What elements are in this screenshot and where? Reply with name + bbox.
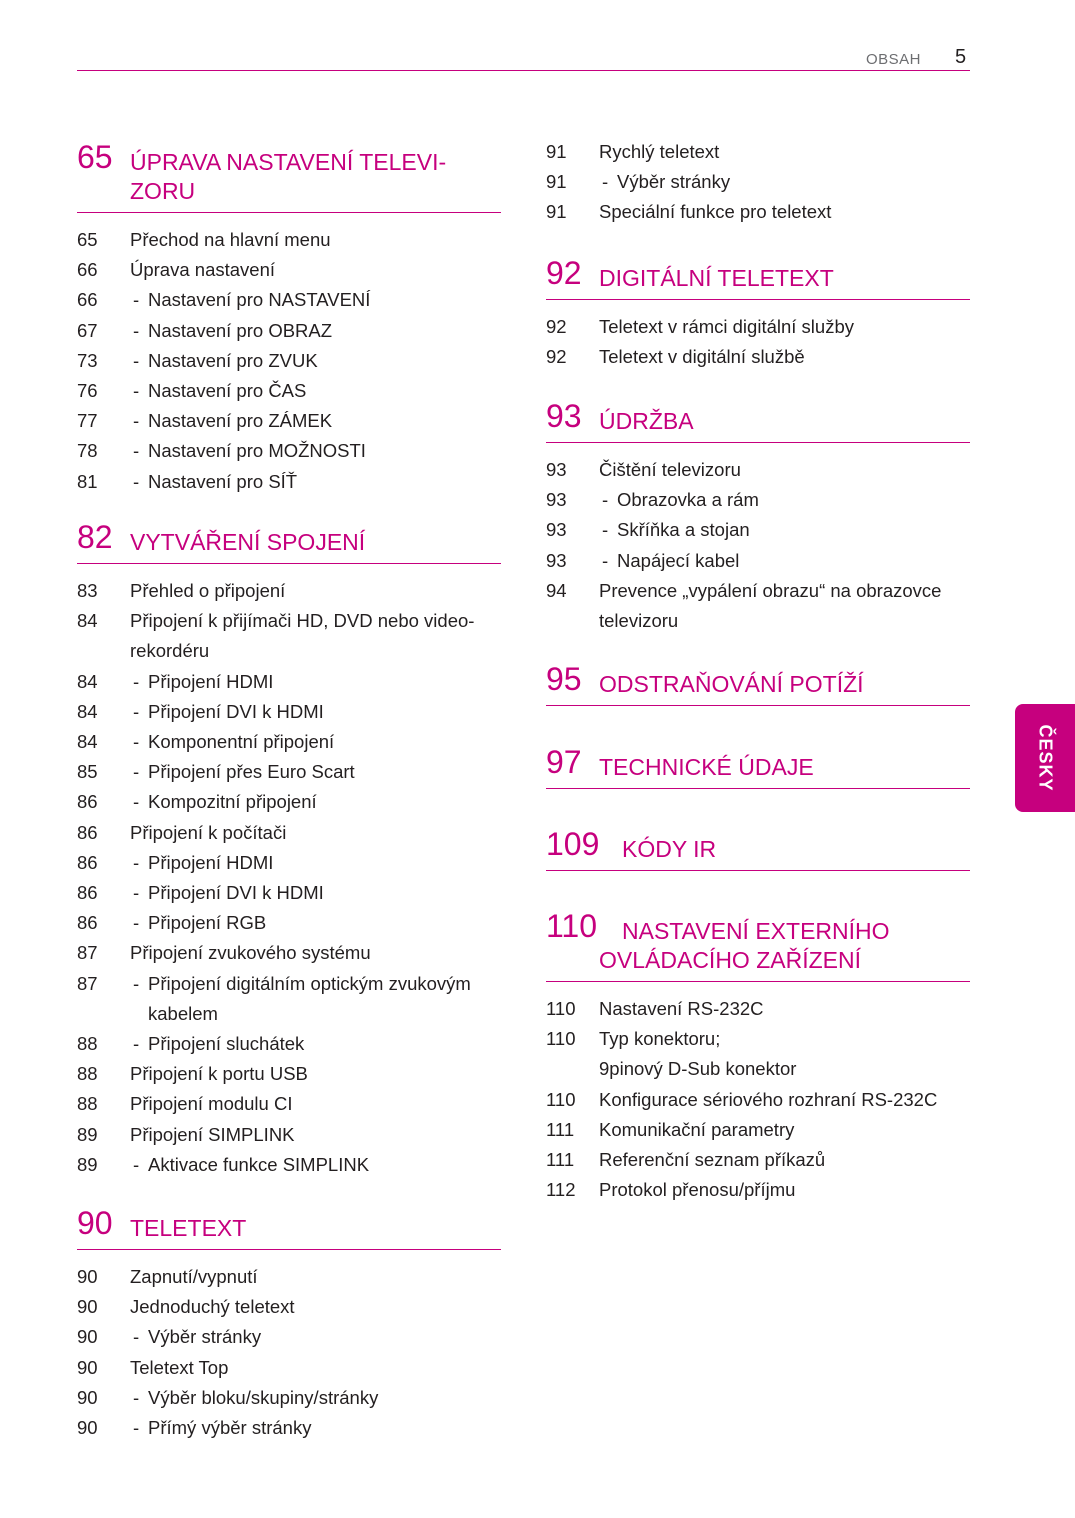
- toc-subentry[interactable]: [77, 346, 501, 376]
- section-title: DIGITÁLNÍ TELETEXT: [599, 265, 834, 291]
- entry-title: Nastavení pro MOŽNOSTI: [148, 440, 366, 462]
- toc-subentry[interactable]: [77, 436, 501, 466]
- entry-page-number: 91: [546, 201, 567, 223]
- entry-title: Výběr stránky: [617, 171, 731, 193]
- section-heading[interactable]: [546, 744, 970, 789]
- entry-dash: -: [133, 470, 140, 492]
- toc-section-82: [77, 519, 501, 1180]
- section-page-number: 93: [546, 398, 582, 434]
- entry-dash: -: [133, 670, 140, 692]
- section-page-number: 92: [546, 255, 582, 291]
- section-page-number: 97: [546, 744, 582, 780]
- section-title: ÚDRŽBA: [599, 408, 694, 434]
- toc-entry[interactable]: [546, 1085, 970, 1115]
- entry-dash: -: [133, 791, 140, 813]
- section-entries: [77, 576, 501, 1180]
- entry-page-number: 86: [77, 821, 98, 843]
- toc-entry[interactable]: [77, 606, 501, 666]
- entry-title: Zapnutí/vypnutí: [130, 1266, 258, 1287]
- section-title: TELETEXT: [130, 1215, 247, 1241]
- entry-title: Protokol přenosu/příjmu: [599, 1179, 796, 1201]
- entry-page-number: 91: [546, 171, 567, 193]
- entry-title: Komponentní připojení: [148, 731, 335, 753]
- entry-page-number: 89: [77, 1153, 98, 1175]
- toc-section-92: [546, 255, 970, 372]
- entry-dash: -: [133, 1033, 140, 1055]
- entry-dash: -: [602, 519, 609, 541]
- section-heading[interactable]: [77, 1205, 501, 1250]
- entry-page-number: 87: [77, 972, 98, 994]
- section-entries: [546, 994, 970, 1205]
- entry-title: Komunikační parametry: [599, 1118, 795, 1140]
- entry-page-number: 84: [77, 670, 98, 692]
- entry-title: Rychlý teletext: [599, 141, 720, 162]
- entry-title-continued: kabelem: [148, 1002, 218, 1024]
- toc-subentry[interactable]: [77, 697, 501, 727]
- section-heading[interactable]: [546, 826, 970, 871]
- entry-title-continued: televizoru: [599, 610, 679, 632]
- entry-title: Připojení DVI k HDMI: [148, 882, 324, 904]
- toc-subentry[interactable]: [77, 667, 501, 697]
- toc-entry[interactable]: [77, 1089, 501, 1119]
- entry-title: Nastavení pro ZVUK: [148, 349, 318, 371]
- header-section-label: OBSAH: [866, 51, 922, 68]
- section-page-number: 65: [77, 139, 113, 175]
- entry-title: Nastavení pro ČAS: [148, 380, 307, 402]
- section-title: NASTAVENÍ EXTERNÍHO OVLÁDACÍHO ZAŘÍZENÍ: [599, 918, 890, 973]
- section-title: ODSTRAŇOVÁNÍ POTÍŽÍ: [599, 671, 864, 697]
- entry-dash: -: [133, 882, 140, 904]
- entry-title: Připojení modulu CI: [130, 1093, 293, 1115]
- toc-entry[interactable]: [77, 225, 501, 255]
- toc-subentry[interactable]: [546, 515, 970, 545]
- entry-title: Jednoduchý teletext: [130, 1296, 295, 1318]
- entry-title: Referenční seznam příkazů: [599, 1149, 826, 1171]
- entry-dash: -: [133, 851, 140, 873]
- toc-entry[interactable]: [546, 312, 970, 342]
- toc-subentry[interactable]: [77, 727, 501, 757]
- entry-page-number: 86: [77, 882, 98, 904]
- section-title: ÚPRAVA NASTAVENÍ TELEVI- ZORU: [130, 149, 447, 204]
- toc-section-91-continued: [546, 137, 970, 228]
- toc-entry[interactable]: [77, 938, 501, 968]
- entry-page-number: 81: [77, 470, 98, 492]
- toc-entry[interactable]: [546, 1024, 970, 1084]
- entry-title: Nastavení pro OBRAZ: [148, 319, 333, 341]
- entry-title-continued: rekordéru: [130, 640, 210, 662]
- entry-dash: -: [133, 319, 140, 341]
- entry-page-number: 86: [77, 912, 98, 934]
- entry-title: Připojení DVI k HDMI: [148, 700, 324, 722]
- section-entries: [77, 1262, 501, 1443]
- toc-entry[interactable]: [546, 576, 970, 636]
- toc-entry[interactable]: [77, 1059, 501, 1089]
- toc-section-97: [546, 744, 970, 801]
- entry-title: Napájecí kabel: [617, 549, 740, 571]
- entry-page-number: 111: [546, 1149, 575, 1171]
- entry-page-number: 90: [77, 1417, 98, 1439]
- section-entries: [546, 137, 970, 228]
- entry-dash: -: [602, 171, 609, 193]
- entry-dash: -: [133, 761, 140, 783]
- entry-title: Připojení RGB: [148, 912, 267, 934]
- toc-subentry[interactable]: [77, 969, 501, 1029]
- entry-title: Připojení k přijímači HD, DVD nebo video-: [130, 610, 475, 632]
- entry-dash: -: [133, 1417, 140, 1439]
- entry-dash: -: [602, 489, 609, 511]
- entry-title: Přechod na hlavní menu: [130, 229, 331, 250]
- section-page-number: 82: [77, 519, 113, 555]
- entry-title: Připojení SIMPLINK: [130, 1123, 295, 1145]
- entry-page-number: 93: [546, 549, 567, 571]
- entry-page-number: 78: [77, 440, 98, 462]
- entry-page-number: 90: [77, 1326, 98, 1348]
- header-divider: [77, 70, 970, 71]
- entry-title: Připojení zvukového systému: [130, 942, 371, 964]
- toc-subentry[interactable]: [77, 878, 501, 908]
- entry-dash: -: [133, 912, 140, 934]
- section-page-number: 110: [546, 908, 598, 944]
- entry-title: Obrazovka a rám: [617, 489, 759, 511]
- toc-entry[interactable]: [546, 1115, 970, 1145]
- entry-dash: -: [133, 1153, 140, 1175]
- entry-dash: -: [133, 410, 140, 432]
- entry-page-number: 90: [77, 1356, 98, 1378]
- entry-page-number: 93: [546, 519, 567, 541]
- entry-page-number: 92: [546, 346, 567, 368]
- entry-page-number: 92: [546, 316, 567, 337]
- section-page-number: 95: [546, 661, 582, 697]
- entry-page-number: 86: [77, 851, 98, 873]
- toc-section-93: [546, 398, 970, 636]
- entry-page-number: 73: [77, 349, 98, 371]
- toc-entry[interactable]: [546, 1145, 970, 1175]
- entry-page-number: 65: [77, 229, 98, 250]
- toc-section-109: [546, 826, 970, 883]
- toc-subentry[interactable]: [546, 485, 970, 515]
- entry-dash: -: [133, 1326, 140, 1348]
- toc-section-65: [77, 139, 501, 497]
- entry-page-number: 111: [546, 1118, 575, 1140]
- entry-title: Aktivace funkce SIMPLINK: [148, 1153, 370, 1175]
- toc-subentry[interactable]: [77, 787, 501, 817]
- toc-entry[interactable]: [77, 818, 501, 848]
- entry-title: Konfigurace sériového rozhraní RS-232C: [599, 1088, 938, 1110]
- section-entries: [546, 455, 970, 636]
- toc-subentry[interactable]: [77, 1383, 501, 1413]
- section-entries: [77, 225, 501, 497]
- entry-title: Výběr stránky: [148, 1326, 262, 1348]
- entry-page-number: 90: [77, 1386, 98, 1408]
- entry-page-number: 89: [77, 1123, 98, 1145]
- entry-dash: -: [133, 289, 140, 311]
- entry-page-number: 86: [77, 791, 98, 813]
- entry-page-number: 85: [77, 761, 98, 783]
- entry-title: Připojení HDMI: [148, 670, 274, 692]
- toc-entry[interactable]: [77, 576, 501, 606]
- section-entries: [546, 312, 970, 372]
- toc-subentry[interactable]: [546, 167, 970, 197]
- toc-subentry[interactable]: [77, 848, 501, 878]
- entry-title: Připojení k počítači: [130, 821, 287, 843]
- entry-page-number: 66: [77, 259, 98, 281]
- entry-page-number: 87: [77, 942, 98, 964]
- toc-entry[interactable]: [546, 342, 970, 372]
- toc-section-95: [546, 661, 970, 718]
- page-number: 5: [955, 46, 967, 68]
- entry-dash: -: [133, 349, 140, 371]
- entry-title: Úprava nastavení: [130, 259, 276, 281]
- entry-title: Teletext v digitální službě: [599, 346, 805, 368]
- toc-entry[interactable]: [546, 1175, 970, 1205]
- section-heading[interactable]: [77, 519, 501, 564]
- toc-entry[interactable]: [546, 994, 970, 1024]
- toc-entry[interactable]: [77, 1120, 501, 1150]
- toc-subentry[interactable]: [77, 908, 501, 938]
- section-heading[interactable]: [546, 255, 970, 300]
- toc-subentry[interactable]: [77, 316, 501, 346]
- entry-dash: -: [133, 731, 140, 753]
- entry-title: Připojení přes Euro Scart: [148, 761, 355, 783]
- entry-page-number: 76: [77, 380, 98, 402]
- section-page-number: 109: [546, 826, 600, 862]
- entry-dash: -: [602, 549, 609, 571]
- entry-dash: -: [133, 1386, 140, 1408]
- section-title: VYTVÁŘENÍ SPOJENÍ: [130, 529, 366, 555]
- section-heading[interactable]: [546, 661, 970, 706]
- entry-page-number: 93: [546, 489, 567, 511]
- toc-entry[interactable]: [77, 1353, 501, 1383]
- toc-subentry[interactable]: [77, 406, 501, 436]
- entry-page-number: 67: [77, 319, 98, 341]
- toc-subentry[interactable]: [77, 376, 501, 406]
- toc-entry[interactable]: [77, 1262, 501, 1292]
- entry-title: Teletext Top: [130, 1356, 229, 1378]
- entry-title: Nastavení pro SÍŤ: [148, 470, 298, 492]
- entry-title: Skříňka a stojan: [617, 519, 750, 541]
- language-tab[interactable]: [1015, 704, 1075, 812]
- toc-subentry[interactable]: [77, 1029, 501, 1059]
- toc-entry[interactable]: [546, 455, 970, 485]
- entry-dash: -: [133, 700, 140, 722]
- section-page-number: 90: [77, 1205, 113, 1241]
- entry-dash: -: [133, 380, 140, 402]
- toc-entry[interactable]: [546, 137, 970, 167]
- entry-title: Přehled o připojení: [130, 580, 286, 601]
- toc-entry[interactable]: [77, 255, 501, 285]
- section-title: KÓDY IR: [622, 836, 717, 862]
- entry-page-number: 84: [77, 700, 98, 722]
- section-heading[interactable]: [546, 908, 970, 982]
- entry-page-number: 110: [546, 1088, 576, 1110]
- entry-page-number: 90: [77, 1266, 98, 1287]
- toc-section-90: [77, 1205, 501, 1443]
- toc-entry[interactable]: [546, 197, 970, 227]
- entry-title: Nastavení pro NASTAVENÍ: [148, 289, 371, 311]
- entry-title: Čištění televizoru: [599, 459, 741, 480]
- entry-title: Připojení HDMI: [148, 851, 274, 873]
- entry-page-number: 66: [77, 289, 98, 311]
- entry-page-number: 90: [77, 1296, 98, 1318]
- entry-title: Připojení k portu USB: [130, 1063, 308, 1085]
- entry-title: Prevence „vypálení obrazu“ na obrazovce: [599, 579, 942, 601]
- toc-entry[interactable]: [77, 1292, 501, 1322]
- entry-title: Nastavení pro ZÁMEK: [148, 410, 333, 432]
- entry-title: Přímý výběr stránky: [148, 1417, 312, 1439]
- section-heading[interactable]: [546, 398, 970, 443]
- entry-title: Speciální funkce pro teletext: [599, 201, 832, 223]
- entry-page-number: 88: [77, 1033, 98, 1055]
- entry-title: Kompozitní připojení: [148, 791, 317, 813]
- entry-page-number: 84: [77, 610, 98, 632]
- toc-subentry[interactable]: [77, 757, 501, 787]
- toc-subentry[interactable]: [77, 467, 501, 497]
- toc-section-110: [546, 908, 970, 1205]
- entry-dash: -: [133, 440, 140, 462]
- entry-page-number: 110: [546, 1028, 576, 1050]
- entry-page-number: 94: [546, 579, 567, 601]
- entry-title: Připojení sluchátek: [148, 1033, 305, 1055]
- language-tab-label: ČESKY: [1035, 724, 1056, 792]
- entry-title: Teletext v rámci digitální služby: [599, 316, 854, 337]
- entry-page-number: 88: [77, 1093, 98, 1115]
- toc-subentry[interactable]: [546, 546, 970, 576]
- entry-title: Výběr bloku/skupiny/stránky: [148, 1386, 379, 1408]
- entry-title-continued: 9pinový D-Sub konektor: [599, 1058, 797, 1080]
- toc-subentry[interactable]: [77, 1413, 501, 1443]
- entry-title: Připojení digitálním optickým zvukovým: [148, 972, 471, 994]
- toc-subentry[interactable]: [77, 1322, 501, 1352]
- toc-subentry[interactable]: [77, 285, 501, 315]
- toc-subentry[interactable]: [77, 1150, 501, 1180]
- entry-page-number: 77: [77, 410, 98, 432]
- section-title: TECHNICKÉ ÚDAJE: [599, 754, 814, 780]
- entry-dash: -: [133, 972, 140, 994]
- entry-page-number: 84: [77, 731, 98, 753]
- entry-page-number: 93: [546, 459, 567, 480]
- entry-page-number: 112: [546, 1179, 576, 1201]
- entry-page-number: 91: [546, 141, 567, 162]
- entry-page-number: 110: [546, 998, 576, 1019]
- section-heading[interactable]: [77, 139, 501, 213]
- entry-page-number: 88: [77, 1063, 98, 1085]
- entry-page-number: 83: [77, 580, 98, 601]
- entry-title: Nastavení RS-232C: [599, 998, 764, 1019]
- entry-title: Typ konektoru;: [599, 1028, 721, 1050]
